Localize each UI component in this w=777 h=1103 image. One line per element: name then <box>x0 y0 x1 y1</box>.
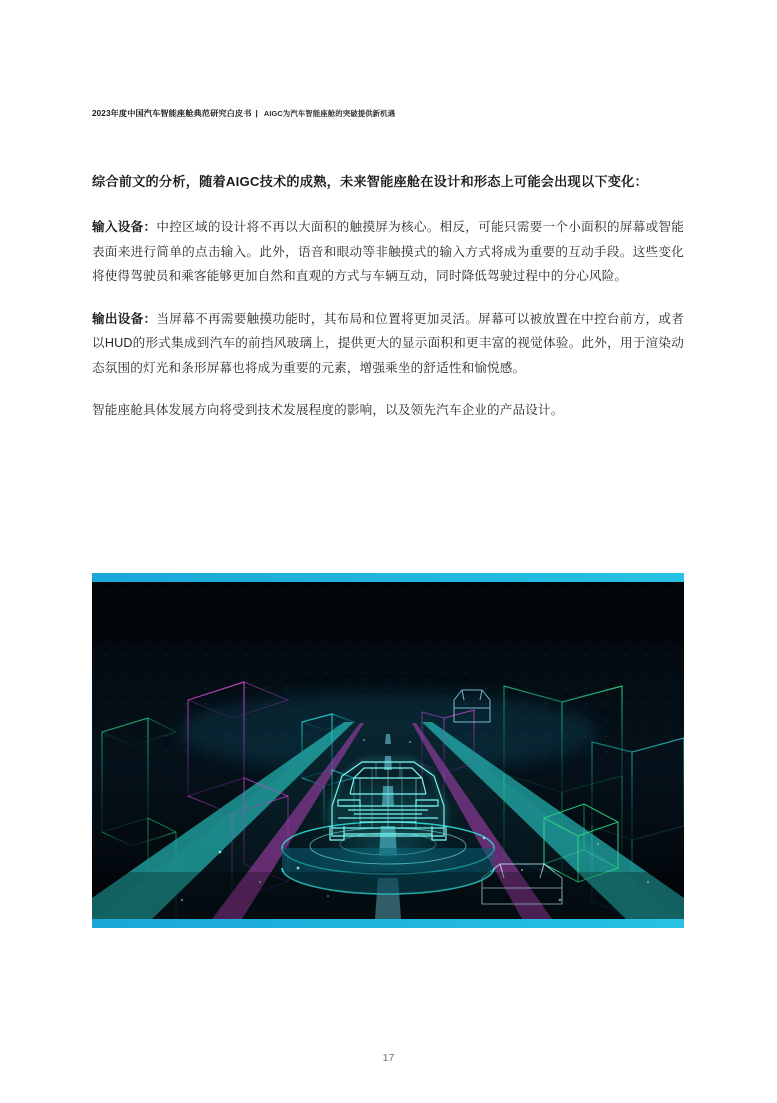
header-subtitle: AIGC为汽车智能座舱的突破提供新机遇 <box>263 109 396 118</box>
lead-paragraph: 综合前文的分析，随着AIGC技术的成熟，未来智能座舱在设计和形态上可能会出现以下变化： <box>92 174 648 189</box>
figure-bottom-rule <box>92 919 684 928</box>
paragraph-label-output: 输出设备： <box>92 311 157 326</box>
paragraph-label-input: 输入设备： <box>92 220 157 235</box>
figure-illustration <box>92 582 684 919</box>
figure-top-rule <box>92 573 684 582</box>
paragraph-output-devices <box>92 307 684 381</box>
header-separator: | <box>255 109 258 118</box>
figure-image <box>92 582 684 919</box>
paragraph-closing: 智能座舱具体发展方向将受到技术发展程度的影响，以及领先汽车企业的产品设计。 <box>92 403 564 418</box>
header-title: 2023年度中国汽车智能座舱典范研究白皮书 <box>92 109 252 118</box>
page-number: 17 <box>382 1052 395 1064</box>
paragraph-text-input: 中控区域的设计将不再以大面积的触摸屏为核心。相反，可能只需要一个小面积的屏幕或智能表面来进行简单的点击输入。此外，语音和眼动等非触摸式的输入方式将成为重要的互动手段。这些变化将使得驾驶员和乘客能够更加自然和直观的方式与车辆互动，同时降低驾驶过程中的分心风险。 <box>92 220 685 284</box>
running-header <box>92 108 685 119</box>
page-content <box>92 170 684 423</box>
paragraph-input-devices <box>92 215 684 289</box>
paragraph-text-output: 当屏幕不再需要触摸功能时，其布局和位置将更加灵活。屏幕可以被放置在中控台前方，或者以HUD的形式集成到汽车的前挡风玻璃上，提供更大的显示面积和更丰富的视觉体验。此外，用于渲染动态氛围的灯光和条形屏幕也将成为重要的元素，增强乘坐的舒适性和愉悦感。 <box>92 311 685 375</box>
figure-block <box>92 573 684 928</box>
